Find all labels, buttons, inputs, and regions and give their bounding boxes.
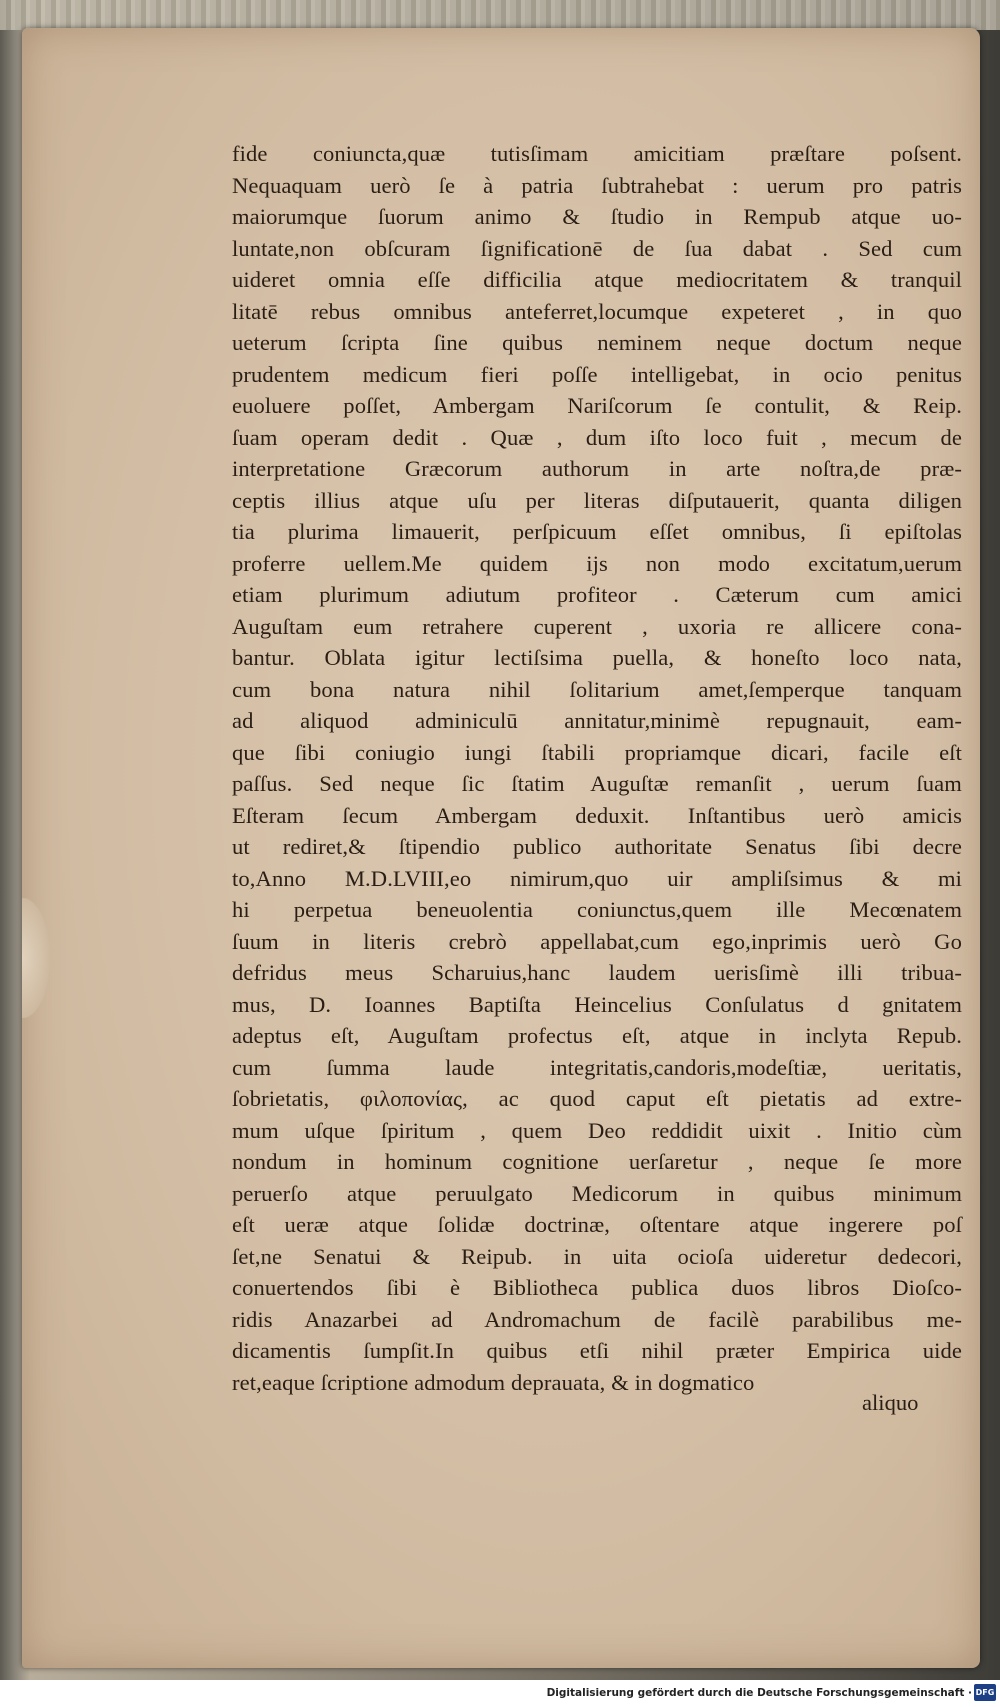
text-line: dicamentis ſumpſit.In quibus etſi nihil præter Empirica uide [232,1338,962,1363]
text-line: cum bona natura nihil ſolitarium amet,ſemperque tanquam [232,676,962,702]
text-line: ut rediret,& ſtipendio publico authoritate Senatus ſibi decre [232,834,962,859]
text-line: cum ſumma laude integritatis,candoris,modeſtiæ, ueritatis, [232,1054,962,1080]
text-line: litatē rebus omnibus anteferret,locumque expeteret , in quo [232,298,962,324]
text-line: ſobrietatis, φιλοπονίας, ac quod caput eſt pietatis ad extre- [232,1086,962,1111]
text-line: ſuam operam dedit . Quæ , dum iſto loco fuit , mecum de [232,424,962,450]
text-line: ſuum in literis crebrò appellabat,cum ego,inprimis uerò Go [232,928,962,954]
text-line: ridis Anazarbei ad Andromachum de facilè parabilibus me- [232,1306,962,1332]
text-line: ad aliquod adminiculū annitatur,minimè repugnauit, eam- [232,708,962,733]
text-line: euoluere poſſet, Ambergam Nariſcorum ſe contulit, & Reip. [232,393,962,418]
text-line: fide coniuncta,quæ tutisſimam amicitiam præſtare poſsent. [232,141,962,166]
text-line: ueterum ſcripta ſine quibus neminem neque doctum neque [232,330,962,355]
dfg-logo-icon: DFG [974,1684,996,1701]
text-line: uideret omnia eſſe difficilia atque mediocritatem & tranquil [232,267,962,292]
text-line: conuertendos ſibi è Bibliotheca publica duos libros Dioſco- [232,1275,962,1300]
page-edges-top [0,0,1000,30]
text-line: bantur. Oblata igitur lectiſsima puella, & honeſto loco nata, [232,645,962,670]
text-line: etiam plurimum adiutum profiteor . Cæterum cum amici [232,582,962,607]
body-text [232,138,962,1398]
catchword: aliquo [862,1390,919,1415]
footer-credit: Digitalisierung gefördert durch die Deutsche Forschungsgemeinschaft · [546,1687,972,1699]
text-line: paſſus. Sed neque ſic ſtatim Auguſtæ remanſit , uerum ſuam [232,771,962,796]
text-line: luntate,non obſcuram ſignificationē de ſua dabat . Sed cum [232,235,962,261]
text-line: maiorumque ſuorum animo & ſtudio in Rempub atque uo- [232,204,962,229]
text-line: to,Anno M.D.LVIII,eo nimirum,quo uir ampliſsimus & mi [232,865,962,891]
text-line: ret,eaque ſcriptione admodum deprauata, & in dogmatico [232,1369,755,1395]
text-line: peruerſo atque peruulgato Medicorum in quibus minimum [232,1180,962,1206]
text-line: ſet,ne Senatui & Reipub. in uita ocioſa uideretur dedecori, [232,1243,962,1269]
text-line: mum uſque ſpiritum , quem Deo reddidit uixit . Initio cùm [232,1117,962,1143]
text-line: prudentem medicum fieri poſſe intelligebat, in ocio penitus [232,361,962,387]
text-line: que ſibi coniugio iungi ſtabili propriamque dicari, facile eſt [232,739,962,765]
text-line: tia plurima limauerit, perſpicuum eſſet omnibus, ſi epiſtolas [232,519,962,544]
text-line: defridus meus Scharuius,hanc laudem uerisſimè illi tribua- [232,960,962,985]
text-line: eſt ueræ atque ſolidæ doctrinæ, oſtentare atque ingerere poſ [232,1212,962,1237]
text-line: adeptus eſt, Auguſtam profectus eſt, atque in inclyta Repub. [232,1023,962,1048]
text-line: mus, D. Ioannes Baptiſta Heincelius Conſulatus d gnitatem [232,991,962,1017]
text-line: proferre uellem.Me quidem ijs non modo excitatum,uerum [232,550,962,576]
text-line: interpretatione Græcorum authorum in arte noſtra,de præ- [232,456,962,481]
text-line: Auguſtam eum retrahere cuperent , uxoria re allicere cona- [232,613,962,639]
text-line: nondum in hominum cognitione uerſaretur , neque ſe more [232,1149,962,1174]
text-line: Eſteram ſecum Ambergam deduxit. Inſtantibus uerò amicis [232,802,962,828]
text-line: Nequaquam uerò ſe à patria ſubtrahebat : uerum pro patris [232,172,962,198]
page-tab-notch [22,898,50,1018]
text-line: ceptis illius atque uſu per literas diſputauerit, quanta diligen [232,487,962,513]
text-line: hi perpetua beneuolentia coniunctus,quem ille Mecœnatem [232,897,962,922]
